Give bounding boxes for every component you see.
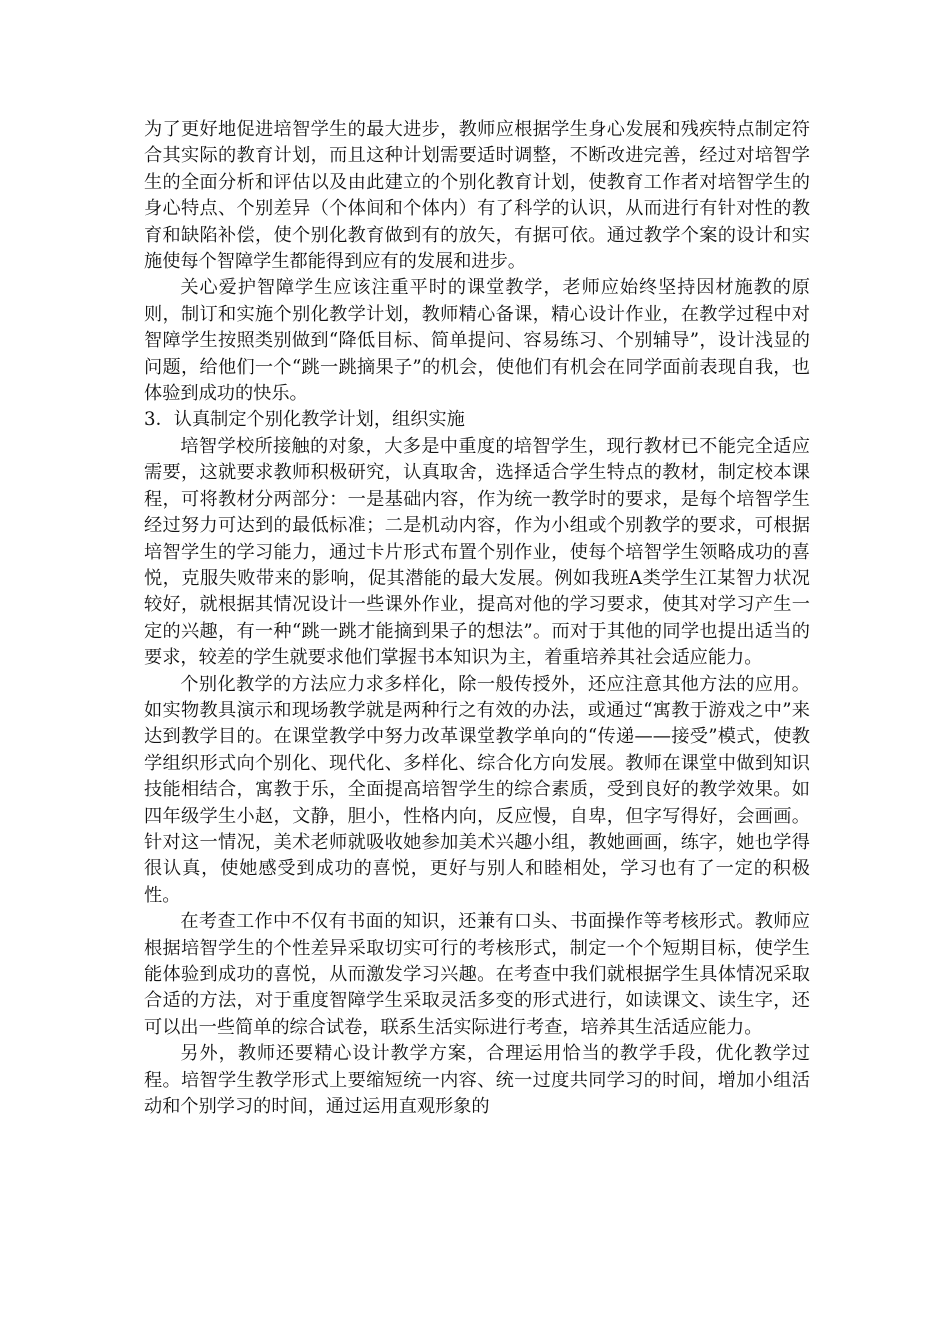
paragraph-intro: 为了更好地促进培智学生的最大进步，教师应根据学生身心发展和残疾特点制定符合其实际的教育计划，而且这种计划需要适时调整，不断改进完善，经过对培智学生的全面分析和评估以及由此建立的个别化教育计划，使教育工作者对培智学生的身心特点、个别差异（个体间和个体内）有了科学的认识，从而进行有针对性的教育和缺陷补偿，使个别化教育做到有的放矢，有据可依。通过教学个案的设计和实施使每个智障学生都能得到应有的发展和进步。 — [144, 119, 810, 273]
paragraph-lesson-design: 另外，教师还要精心设计教学方案，合理运用恰当的教学手段，优化教学过程。培智学生教学形式上要缩短统一内容、统一过度共同学习的时间，增加小组活动和个别学习的时间，通过运用直观形象的 — [144, 1043, 810, 1118]
paragraph-teaching-methods: 个别化教学的方法应力求多样化，除一般传授外，还应注意其他方法的应用。如实物教具演示和现场教学就是两种行之有效的办法，或通过“寓教于游戏之中”来达到教学目的。在课堂教学中努力改革课堂教学单向的“传递——接受”模式，使教学组织形式向个别化、现代化、多样化、综合化方向发展。教师在课堂中做到知识技能相结合，寓教于乐，全面提高培智学生的综合素质，受到良好的教学效果。如四年级学生小赵，文静，胆小，性格内向，反应慢，自卑，但字写得好，会画画。针对这一情况，美术老师就吸收她参加美术兴趣小组，教她画画，练字，她也学得很认真，使她感受到成功的喜悦，更好与别人和睦相处，学习也有了一定的积极性。 — [144, 673, 810, 906]
paragraph-assessment: 在考查工作中不仅有书面的知识，还兼有口头、书面操作等考核形式。教师应根据培智学生的个性差异采取切实可行的考核形式，制定一个个短期目标，使学生能体验到成功的喜悦，从而激发学习兴趣。在考查中我们就根据学生具体情况采取合适的方法，对于重度智障学生采取灵活多变的形式进行，如读课文、读生字，还可以出一些简单的综合试卷，联系生活实际进行考查，培养其生活适应能力。 — [144, 911, 810, 1038]
document-body — [144, 117, 810, 1120]
section-heading-3: 3．认真制定个别化教学计划，组织实施 — [144, 409, 465, 431]
paragraph-teaching-materials: 培智学校所接触的对象，大多是中重度的培智学生，现行教材已不能完全适应需要，这就要求教师积极研究，认真取舍，选择适合学生特点的教材，制定校本课程，可将教材分两部分：一是基础内容，作为统一教学时的要求，是每个培智学生经过努力可达到的最低标准；二是机动内容，作为小组或个别教学的要求，可根据培智学生的学习能力，通过卡片形式布置个别作业，使每个培智学生领略成功的喜悦，克服失败带来的影响，促其潜能的最大发展。例如我班A类学生江某智力状况较好，就根据其情况设计一些课外作业，提高对他的学习要求，使其对学习产生一定的兴趣，有一种“跳一跳才能摘到果子的想法”。而对于其他的同学也提出适当的要求，较差的学生就要求他们掌握书本知识为主，着重培养其社会适应能力。 — [144, 435, 810, 669]
paragraph-classroom-teaching: 关心爱护智障学生应该注重平时的课堂教学，老师应始终坚持因材施教的原则，制订和实施个别化教学计划，教师精心备课，精心设计作业，在教学过程中对智障学生按照类别做到“降低目标、简单提问、容易练习、个别辅导”，设计浅显的问题，给他们一个“跳一跳摘果子”的机会，使他们有机会在同学面前表现自我，也体验到成功的快乐。 — [144, 277, 810, 405]
